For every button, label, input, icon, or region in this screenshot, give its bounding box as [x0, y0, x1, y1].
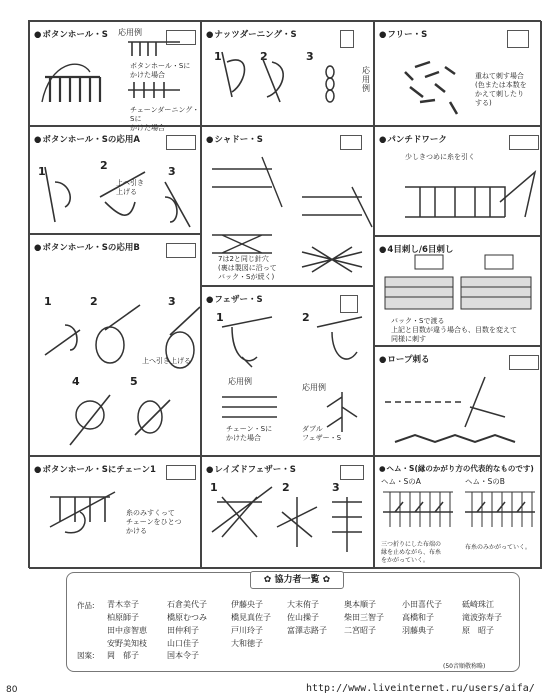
note-shadow: 7は2と同じ針穴 (裏は製図に沿って バック・Sが続く) — [218, 255, 277, 281]
note-pull-up: 上へ引き上げる — [142, 357, 191, 365]
name: 国本令子 — [167, 651, 199, 660]
name: 滝波弥寿子 — [462, 613, 502, 622]
name: 橋見真佐子 — [231, 613, 271, 622]
step-4: 4 — [72, 375, 80, 388]
name: 砥崎珠江 — [462, 600, 494, 609]
cell-title: ● ナッツダーニング・S — [206, 28, 297, 40]
name: 青木幸子 — [107, 600, 139, 609]
cell-title: ● レイズドフェザー・S — [206, 463, 296, 475]
cell-buttonhole-chain — [29, 456, 201, 569]
cell-title: ● フリー・S — [379, 28, 427, 40]
buttonhole-b-diagram — [30, 235, 202, 457]
name: 柏原師子 — [107, 613, 139, 622]
note-four-six: バック・Sで渡る 上記と目数が違う場合も、目数を変えて 同様に刺す — [391, 317, 517, 343]
name: 高橋和子 — [402, 613, 434, 622]
name: 奥本順子 — [344, 600, 376, 609]
note-punch: 少しきつめに糸を引く — [405, 153, 475, 161]
cell-free — [374, 21, 542, 126]
cell-title: ● ボタンホール・Sにチェーン1 — [34, 463, 156, 475]
note-chain-darning: チェーンダーニング・Sに かけた場合 — [130, 106, 200, 132]
cell-feather — [201, 286, 374, 456]
rope-diagram — [375, 347, 543, 457]
cell-buttonhole — [29, 21, 201, 132]
step-3: 3 — [332, 481, 340, 494]
name: 山口佳子 — [167, 639, 199, 648]
note-buttonhole: ボタンホール・Sに かけた場合 — [130, 62, 191, 79]
flower-icon: ✿ — [319, 575, 331, 585]
contributors-title: ✿ 協力者一覧 ✿ — [250, 571, 344, 589]
cell-punch — [374, 126, 542, 236]
step-3: 3 — [168, 295, 176, 308]
name: 石倉美代子 — [167, 600, 207, 609]
note-chain-one: 糸のみすくって チェーンをひとつ かける — [126, 509, 182, 535]
step-2: 2 — [260, 50, 268, 63]
note-double-feather: ダブル フェザー・S — [302, 425, 342, 442]
cell-title: ● ロープ刺る — [379, 353, 430, 365]
example-label-2: 応用例 — [302, 383, 326, 392]
step-1: 1 — [214, 50, 222, 63]
label-hem-b: ヘム・SのB — [465, 477, 505, 486]
punch-diagram — [375, 127, 543, 237]
note-chain: チェーン・Sに かけた場合 — [226, 425, 273, 442]
step-2: 2 — [282, 481, 290, 494]
contributors-box — [66, 572, 520, 672]
name: 富澤志路子 — [287, 626, 327, 635]
cell-shadow — [201, 126, 374, 286]
cell-title: ● ボタンホール・S — [34, 28, 108, 40]
name: 橋原むつみ — [167, 613, 207, 622]
stitch-grid — [28, 20, 541, 568]
name: 柴田三智子 — [344, 613, 384, 622]
step-2: 2 — [90, 295, 98, 308]
step-5: 5 — [130, 375, 138, 388]
name: 二宮昭子 — [344, 626, 376, 635]
step-1: 1 — [210, 481, 218, 494]
label-hem-a: ヘム・SのA — [381, 477, 421, 486]
cell-hem — [374, 456, 542, 569]
step-3: 3 — [168, 165, 176, 178]
shadow-diagram — [202, 127, 375, 287]
credit-note: (50音順敬称略) — [443, 663, 486, 670]
name: 大和徳子 — [231, 639, 263, 648]
name: 小田喜代子 — [402, 600, 442, 609]
name: 佐山操子 — [287, 613, 319, 622]
cell-title: ● パンチドワーク — [379, 133, 447, 145]
free-diagram — [375, 22, 543, 127]
name: 大末侑子 — [287, 600, 319, 609]
cell-title: ● シャドー・S — [206, 133, 263, 145]
cell-rope — [374, 346, 542, 456]
example-label: 応用例 — [118, 28, 142, 37]
cell-title: ● ボタンホール・Sの応用B — [34, 241, 140, 253]
note-hem-b: 布糸のみかがっていく。 — [465, 544, 531, 551]
step-1: 1 — [38, 165, 46, 178]
name: 原 昭子 — [462, 626, 494, 635]
hem-diagram — [375, 457, 543, 570]
name: 田中彦智恵 — [107, 626, 147, 635]
step-3: 3 — [306, 50, 314, 63]
page-number: 80 — [6, 685, 18, 695]
source-url: http://www.liveinternet.ru/users/aifa/ — [306, 683, 535, 694]
cell-raised-feather — [201, 456, 374, 569]
name: 伊藤央子 — [231, 600, 263, 609]
cell-title: ● 4目刺し/6目刺し — [379, 243, 453, 255]
cell-four-six — [374, 236, 542, 346]
example-label: 応用例 — [362, 66, 370, 93]
note-hem-a: 三つ折りにした布端の 縁を止めながら、布糸 をかがっていく。 — [381, 541, 442, 564]
cell-buttonhole-a — [29, 126, 201, 234]
flower-icon: ✿ — [263, 575, 275, 585]
step-1: 1 — [44, 295, 52, 308]
cell-buttonhole-b — [29, 234, 201, 456]
cell-knot-darning — [201, 21, 374, 126]
buttonhole-chain-diagram — [30, 457, 202, 570]
note-free: 重ねて刺す場合 (色または本数を かえて刺したり する) — [475, 72, 527, 107]
name: 岡 郁子 — [107, 651, 139, 660]
step-1: 1 — [216, 311, 224, 324]
feather-diagram — [202, 287, 375, 457]
buttonhole-diagram — [30, 22, 202, 127]
note-pull-up: 上へ引き 上げる — [116, 179, 144, 196]
knot-darning-diagram — [202, 22, 375, 127]
raised-feather-diagram — [202, 457, 375, 570]
four-six-diagram — [375, 237, 543, 347]
name: 戸川玲子 — [231, 626, 263, 635]
works-label: 作品: — [77, 601, 95, 610]
cell-title: ● ヘム・S(縁のかがり方の代表的なものです) — [379, 463, 534, 474]
name: 羽藤典子 — [402, 626, 434, 635]
example-label: 応用例 — [228, 377, 252, 386]
cell-title: ● ボタンホール・Sの応用A — [34, 133, 140, 145]
buttonhole-a-diagram — [30, 127, 202, 235]
step-2: 2 — [100, 159, 108, 172]
cell-title: ● フェザー・S — [206, 293, 263, 305]
name: 田仲利子 — [167, 626, 199, 635]
design-label: 図案: — [77, 651, 95, 660]
step-2: 2 — [302, 311, 310, 324]
name: 安野美知枝 — [107, 639, 147, 648]
